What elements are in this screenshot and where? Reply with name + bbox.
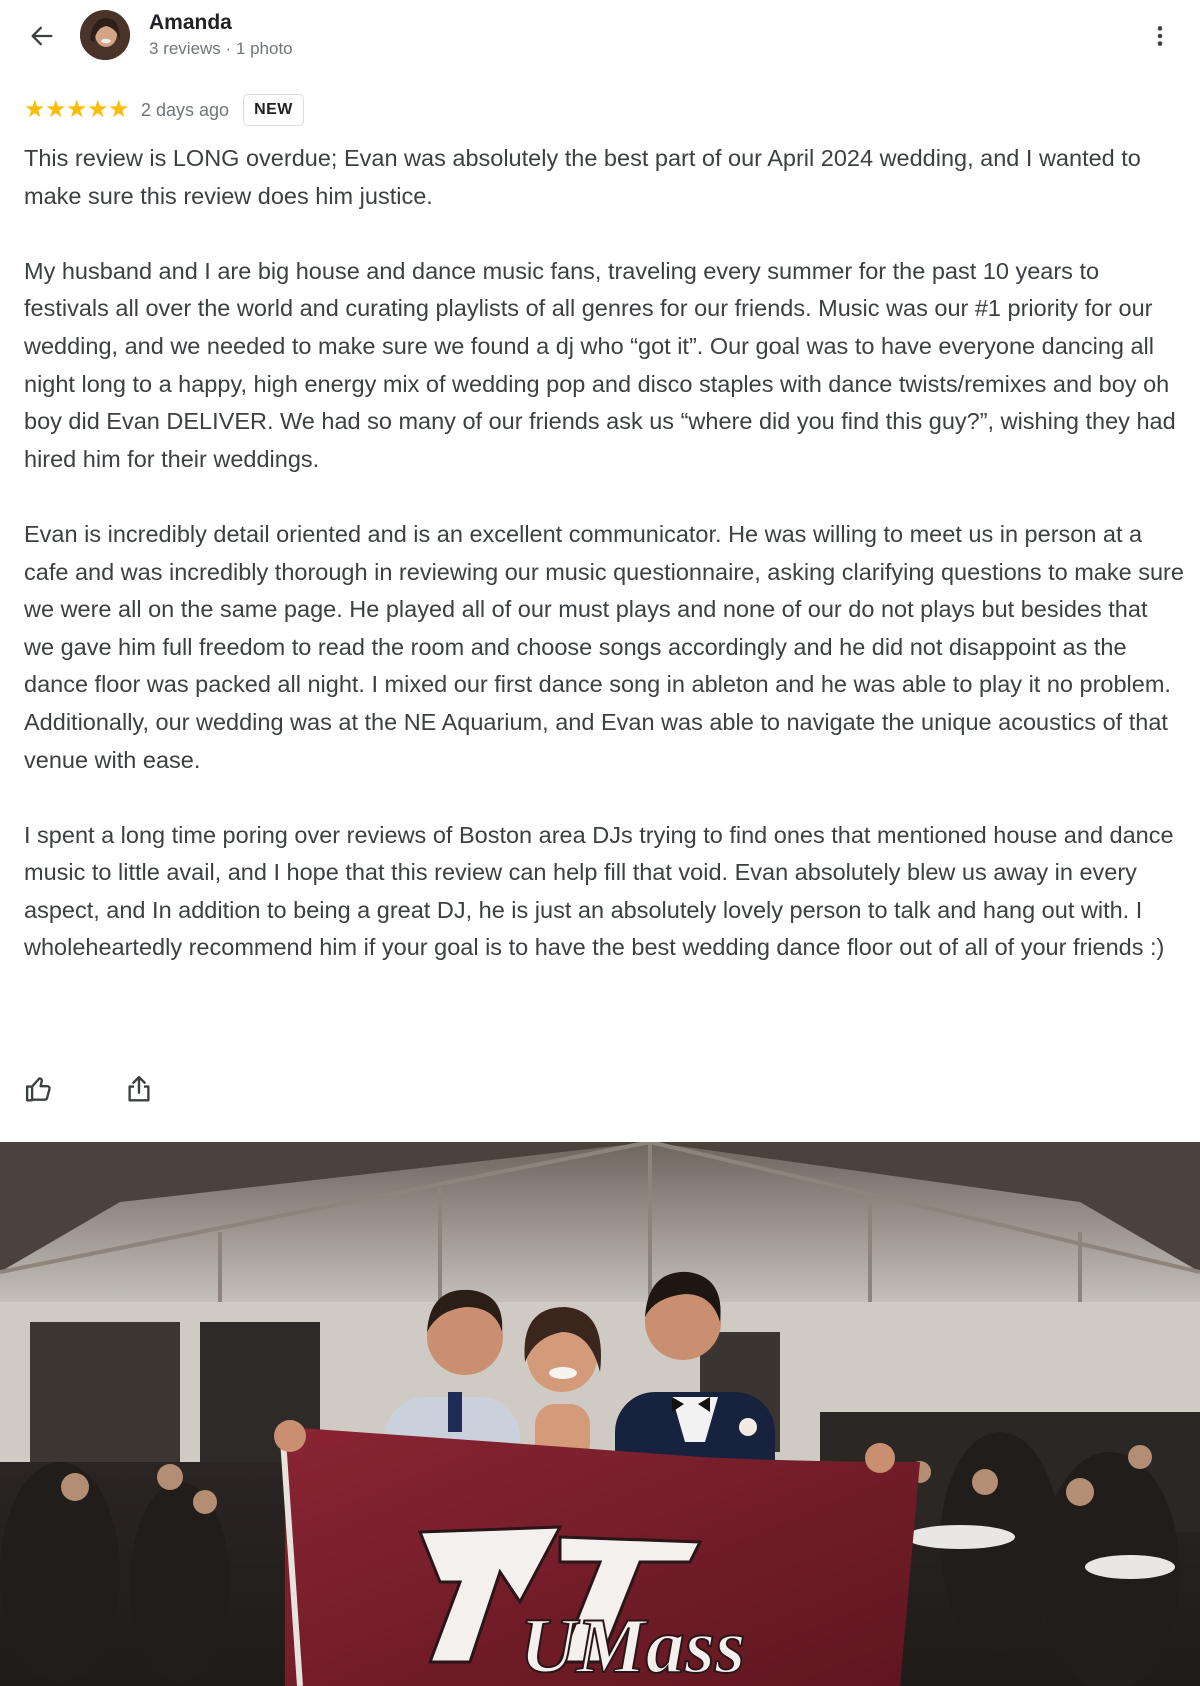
umass-logo: UMass bbox=[520, 1602, 746, 1686]
back-button[interactable] bbox=[24, 18, 60, 54]
like-button[interactable] bbox=[22, 1072, 56, 1106]
review-paragraph: Additionally, our wedding was at the NE Aquarium, and Evan was able to navigate the unique acoustics of that venue with ease. bbox=[24, 708, 1168, 773]
star-rating bbox=[24, 98, 129, 122]
reviewer-name[interactable]: Amanda bbox=[149, 11, 232, 34]
star-icon: ★ bbox=[24, 96, 46, 123]
paragraph-gap bbox=[24, 478, 1184, 516]
rating-row bbox=[24, 91, 304, 129]
share-icon bbox=[124, 1074, 154, 1104]
review-paragraph: I spent a long time poring over reviews of Boston area DJs trying to find ones that mentioned house and dance music to little avail, and I hope that this review can help fill that void. Evan absolutely blew us away in every aspect, and In addition to being a great DJ, he is just an absolutely lovely person to talk and hang out with. I wholeheartedly recommend him if your goal is to have the best wedding dance floor out of all of your friends :) bbox=[24, 821, 1174, 961]
arrow-left-icon bbox=[28, 22, 56, 50]
review-actions bbox=[22, 1072, 156, 1106]
wedding-photo-image bbox=[0, 1142, 1200, 1686]
review-paragraph: My husband and I are big house and dance music fans, traveling every summer for the past 10 years to festivals all over the world and curating playlists of all genres for our friends. Music was our #1 priority for our wedding, and we needed to make sure we found a dj who “got it”. Our goal was to have everyone dancing all night long to a happy, high energy mix of wedding pop and disco staples with dance twists/remixes and boy oh boy did Evan DELIVER. We had so many of our friends ask us “where did you find this guy?”, wishing they had hired him for their weddings. bbox=[24, 257, 1176, 472]
review-header bbox=[0, 0, 1200, 90]
star-icon: ★ bbox=[45, 96, 67, 123]
review-time: 2 days ago bbox=[141, 99, 230, 120]
reviewer-meta: 3 reviews · 1 photo bbox=[149, 39, 293, 58]
share-button[interactable] bbox=[122, 1072, 156, 1106]
thumb-up-icon bbox=[24, 1074, 54, 1104]
more-vert-icon bbox=[1147, 23, 1173, 49]
paragraph-gap bbox=[24, 779, 1184, 817]
new-badge: NEW bbox=[243, 94, 304, 126]
avatar[interactable] bbox=[80, 10, 130, 60]
paragraph-gap bbox=[24, 215, 1184, 253]
review-photo[interactable] bbox=[0, 1142, 1200, 1686]
review-paragraph: This review is LONG overdue; Evan was absolutely the best part of our April 2024 wedding, and I wanted to make sure this review does him justice. bbox=[24, 145, 1141, 209]
more-options-button[interactable] bbox=[1140, 16, 1180, 56]
star-icon: ★ bbox=[66, 96, 88, 123]
star-icon: ★ bbox=[87, 96, 109, 123]
star-icon: ★ bbox=[108, 96, 130, 123]
review-text bbox=[24, 140, 1184, 967]
review-paragraph: Evan is incredibly detail oriented and is an excellent communicator. He was willing to meet us in person at a cafe and was incredibly thorough in reviewing our music questionnaire, asking clarifying questions to make sure we were all on the same page. He played all of our must plays and none of our do not plays but besides that we gave him full freedom to read the room and choose songs accordingly and he did not disappoint as the dance floor was packed all night. I mixed our first dance song in ableton and he was able to play it no problem. bbox=[24, 520, 1184, 698]
